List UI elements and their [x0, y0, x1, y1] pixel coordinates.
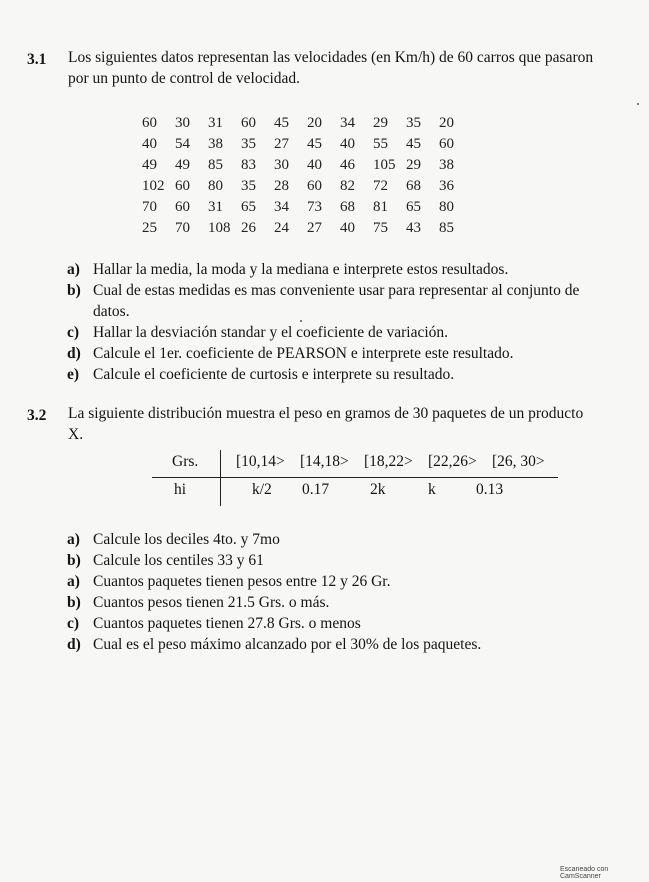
problem-2-question-letter: b) — [67, 594, 81, 611]
problem-2-question — [67, 571, 481, 592]
scan-speck — [300, 320, 302, 322]
problem-1-question-text: Cual de estas medidas es mas conveniente usar para representar al conjunto de — [93, 282, 580, 299]
distribution-value: 0.13 — [476, 481, 504, 498]
speed-data-row — [142, 113, 472, 134]
speed-value: 65 — [406, 199, 421, 215]
speed-value: 80 — [439, 199, 454, 215]
problem-2-question — [67, 592, 481, 613]
speed-value: 29 — [406, 157, 421, 173]
speed-value: 34 — [340, 115, 355, 131]
speed-value: 45 — [307, 136, 322, 152]
speed-value: 105 — [373, 157, 396, 173]
speed-value: 60 — [175, 199, 190, 215]
problem-1-question — [67, 343, 579, 364]
table-divider-horizontal — [152, 477, 558, 478]
distribution-interval: [18,22> — [364, 453, 413, 470]
speed-value: 102 — [142, 178, 165, 194]
scanner-watermark: Escaneado con CamScanner — [560, 866, 609, 880]
speed-value: 31 — [208, 199, 223, 215]
problem-1-questions — [67, 259, 579, 385]
problem-1-question-text: Calcule el coeficiente de curtosis e interprete su resultado. — [93, 366, 455, 383]
speed-data-row — [142, 134, 472, 155]
problem-1-question — [67, 301, 579, 322]
distribution-interval: [14,18> — [300, 453, 349, 470]
speed-value: 55 — [373, 136, 388, 152]
speed-value: 83 — [241, 157, 256, 173]
speed-value: 65 — [241, 199, 256, 215]
problem-1-question — [67, 280, 579, 301]
speed-value: 40 — [142, 136, 157, 152]
problem-1-question-letter: b) — [67, 282, 81, 299]
speed-value: 38 — [439, 157, 454, 173]
problem-2-question — [67, 529, 481, 550]
speed-value: 43 — [406, 220, 421, 236]
speed-value: 45 — [406, 136, 421, 152]
problem-1-question — [67, 322, 579, 343]
speed-value: 40 — [340, 136, 355, 152]
problem-2-statement — [68, 404, 648, 446]
speed-value: 36 — [439, 178, 454, 194]
speed-value: 46 — [340, 157, 355, 173]
speed-data-row — [142, 197, 472, 218]
speed-value: 25 — [142, 220, 157, 236]
speed-value: 81 — [373, 199, 388, 215]
distribution-interval: [22,26> — [428, 453, 477, 470]
speed-value: 34 — [274, 199, 289, 215]
problem-2-question-letter: d) — [67, 636, 81, 653]
speed-value: 73 — [307, 199, 322, 215]
speed-value: 26 — [241, 220, 256, 236]
problem-1-question — [67, 259, 579, 280]
distribution-value: k/2 — [252, 481, 272, 498]
problem-1-statement — [68, 48, 648, 90]
speed-value: 40 — [340, 220, 355, 236]
speed-value: 20 — [439, 115, 454, 131]
problem-2-statement-line: La siguiente distribución muestra el peso en gramos de 30 paquetes de un producto — [68, 405, 584, 422]
speed-value: 70 — [175, 220, 190, 236]
problem-1-question-text: Hallar la media, la moda y la mediana e interprete estos resultados. — [93, 261, 509, 278]
speed-value: 30 — [274, 157, 289, 173]
distribution-value: 2k — [370, 481, 386, 498]
speed-value: 75 — [373, 220, 388, 236]
problem-2-question — [67, 634, 481, 655]
speed-value: 40 — [307, 157, 322, 173]
speed-value: 68 — [340, 199, 355, 215]
distribution-interval: [26, 30> — [492, 453, 545, 470]
problem-2-question-text: Calcule los deciles 4to. y 7mo — [93, 531, 280, 548]
speed-value: 68 — [406, 178, 421, 194]
speed-value: 38 — [208, 136, 223, 152]
speed-value: 108 — [208, 220, 231, 236]
problem-1-question-text: Calcule el 1er. coeficiente de PEARSON e interprete este resultado. — [93, 345, 514, 362]
speed-value: 45 — [274, 115, 289, 131]
problem-2-question-letter: a) — [67, 573, 80, 590]
speed-value: 31 — [208, 115, 223, 131]
problem-2-statement-line: X. — [68, 426, 84, 443]
problem-2-number: 3.2 — [27, 407, 47, 424]
speed-value: 60 — [142, 115, 157, 131]
speed-value: 30 — [175, 115, 190, 131]
speed-value: 72 — [373, 178, 388, 194]
speed-value: 70 — [142, 199, 157, 215]
problem-1-question-letter: a) — [67, 261, 80, 278]
speed-value: 24 — [274, 220, 289, 236]
problem-2-question-text: Cuantos paquetes tienen pesos entre 12 y 26 Gr. — [93, 573, 391, 590]
speed-value: 85 — [208, 157, 223, 173]
problem-2-question-letter: c) — [67, 615, 80, 632]
speed-value: 27 — [307, 220, 322, 236]
problem-1-question — [67, 364, 579, 385]
distribution-interval: [10,14> — [236, 453, 285, 470]
problem-2-question — [67, 613, 481, 634]
speed-value: 60 — [439, 136, 454, 152]
speed-value: 28 — [274, 178, 289, 194]
speed-data-table — [142, 113, 472, 239]
speed-value: 80 — [208, 178, 223, 194]
speed-value: 20 — [307, 115, 322, 131]
problem-1-statement-line: por un punto de control de velocidad. — [68, 70, 301, 87]
speed-value: 60 — [241, 115, 256, 131]
speed-data-row — [142, 176, 472, 197]
problem-1-number: 3.1 — [27, 51, 47, 68]
problem-2-question — [67, 550, 481, 571]
problem-1-question-text: Hallar la desviación standar y el coeficiente de variación. — [93, 324, 449, 341]
distribution-value: 0.17 — [302, 481, 330, 498]
problem-1-question-letter: d) — [67, 345, 81, 362]
problem-2-questions — [67, 529, 481, 655]
scan-speck — [637, 103, 639, 105]
problem-1-question-text: datos. — [93, 303, 130, 320]
speed-value: 85 — [439, 220, 454, 236]
speed-value: 49 — [175, 157, 190, 173]
problem-1-statement-line: Los siguientes datos representan las velocidades (en Km/h) de 60 carros que pasaron — [68, 49, 594, 66]
problem-1-question-letter: c) — [67, 324, 80, 341]
speed-value: 29 — [373, 115, 388, 131]
problem-2-question-text: Calcule los centiles 33 y 61 — [93, 552, 264, 569]
problem-2-question-text: Cuantos paquetes tienen 27.8 Grs. o menos — [93, 615, 361, 632]
speed-value: 60 — [175, 178, 190, 194]
problem-1-question-letter: e) — [67, 366, 80, 383]
speed-value: 35 — [241, 136, 256, 152]
problem-2-question-letter: b) — [67, 552, 81, 569]
speed-value: 35 — [406, 115, 421, 131]
speed-data-row — [142, 155, 472, 176]
speed-value: 27 — [274, 136, 289, 152]
problem-2-question-text: Cual es el peso máximo alcanzado por el 30% de los paquetes. — [93, 636, 482, 653]
speed-value: 35 — [241, 178, 256, 194]
problem-2-question-text: Cuantos pesos tienen 21.5 Grs. o más. — [93, 594, 330, 611]
speed-value: 60 — [307, 178, 322, 194]
distribution-row-label: hi — [174, 481, 187, 498]
problem-2-question-letter: a) — [67, 531, 80, 548]
speed-value: 49 — [142, 157, 157, 173]
distribution-header-label: Grs. — [172, 453, 199, 470]
speed-value: 82 — [340, 178, 355, 194]
speed-data-row — [142, 218, 472, 239]
speed-value: 54 — [175, 136, 190, 152]
distribution-value: k — [428, 481, 436, 498]
